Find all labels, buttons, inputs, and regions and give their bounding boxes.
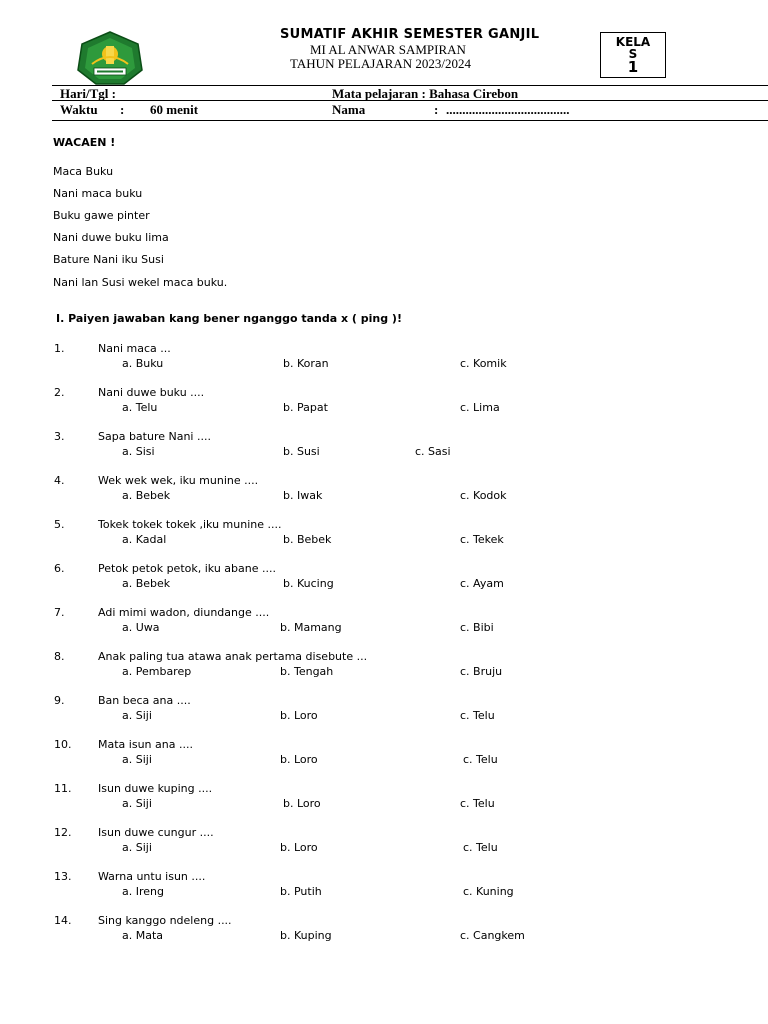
question-text: Mata isun ana .... bbox=[98, 738, 193, 751]
option-c[interactable]: c. Telu bbox=[463, 841, 498, 854]
option-a[interactable]: a. Siji bbox=[122, 709, 152, 722]
name-colon: : bbox=[434, 102, 439, 117]
option-a[interactable]: a. Bebek bbox=[122, 489, 171, 502]
option-b[interactable]: b. Tengah bbox=[280, 665, 334, 678]
question-number: 3. bbox=[54, 430, 65, 443]
option-c[interactable]: c. Telu bbox=[460, 709, 495, 722]
option-a[interactable]: a. Siji bbox=[122, 753, 152, 766]
question-number: 6. bbox=[54, 562, 65, 575]
school-logo bbox=[76, 30, 144, 86]
option-b[interactable]: b. Mamang bbox=[280, 621, 342, 634]
option-b[interactable]: b. Papat bbox=[283, 401, 328, 414]
option-c[interactable]: c. Bibi bbox=[460, 621, 494, 634]
question-text: Wek wek wek, iku munine .... bbox=[98, 474, 259, 487]
date-label: Hari/Tgl : bbox=[60, 86, 116, 101]
question-text: Isun duwe cungur .... bbox=[98, 826, 214, 839]
option-b[interactable]: b. Bebek bbox=[283, 533, 332, 546]
reading-line: Nani duwe buku lima bbox=[53, 231, 169, 244]
option-a[interactable]: a. Siji bbox=[122, 841, 152, 854]
class-box bbox=[600, 32, 666, 78]
option-a[interactable]: a. Buku bbox=[122, 357, 164, 370]
exam-title: SUMATIF AKHIR SEMESTER GANJIL bbox=[280, 27, 540, 42]
option-b[interactable]: b. Putih bbox=[280, 885, 322, 898]
class-label: KELA bbox=[615, 35, 651, 49]
question-number: 8. bbox=[54, 650, 65, 663]
question-number: 9. bbox=[54, 694, 65, 707]
reading-heading: WACAEN ! bbox=[53, 136, 116, 149]
option-a[interactable]: a. Uwa bbox=[122, 621, 160, 634]
option-a[interactable]: a. Kadal bbox=[122, 533, 167, 546]
option-c[interactable]: c. Telu bbox=[463, 753, 498, 766]
reading-line: Nani lan Susi wekel maca buku. bbox=[53, 276, 228, 289]
reading-line: Bature Nani iku Susi bbox=[53, 253, 164, 266]
option-b[interactable]: b. Koran bbox=[283, 357, 329, 370]
option-c[interactable]: c. Komik bbox=[460, 357, 507, 370]
question-text: Sing kanggo ndeleng .... bbox=[98, 914, 232, 927]
reading-line: Nani maca buku bbox=[53, 187, 143, 200]
option-c[interactable]: c. Tekek bbox=[460, 533, 504, 546]
option-a[interactable]: a. Ireng bbox=[122, 885, 164, 898]
question-number: 5. bbox=[54, 518, 65, 531]
name-field[interactable]: ...................................... bbox=[446, 102, 570, 117]
question-text: Nani maca ... bbox=[98, 342, 171, 355]
name-label: Nama bbox=[332, 102, 366, 117]
option-a[interactable]: a. Telu bbox=[122, 401, 158, 414]
question-text: Ban beca ana .... bbox=[98, 694, 191, 707]
question-text: Petok petok petok, iku abane .... bbox=[98, 562, 276, 575]
question-number: 14. bbox=[54, 914, 72, 927]
divider-mid bbox=[52, 100, 768, 101]
question-text: Tokek tokek tokek ,iku munine .... bbox=[98, 518, 282, 531]
time-label: Waktu bbox=[60, 102, 98, 117]
option-b[interactable]: b. Loro bbox=[280, 841, 318, 854]
question-number: 2. bbox=[54, 386, 65, 399]
option-c[interactable]: c. Telu bbox=[460, 797, 495, 810]
question-number: 13. bbox=[54, 870, 72, 883]
option-b[interactable]: b. Loro bbox=[280, 709, 318, 722]
question-number: 12. bbox=[54, 826, 72, 839]
question-text: Adi mimi wadon, diundange .... bbox=[98, 606, 270, 619]
question-number: 7. bbox=[54, 606, 65, 619]
section-title: I. Paiyen jawaban kang bener nganggo tanda x ( ping )! bbox=[56, 312, 402, 325]
option-c[interactable]: c. Kuning bbox=[463, 885, 514, 898]
time-value: 60 menit bbox=[150, 102, 199, 117]
question-text: Warna untu isun .... bbox=[98, 870, 206, 883]
question-number: 10. bbox=[54, 738, 72, 751]
option-b[interactable]: b. Susi bbox=[283, 445, 320, 458]
option-c[interactable]: c. Cangkem bbox=[460, 929, 525, 942]
question-text: Nani duwe buku .... bbox=[98, 386, 205, 399]
option-a[interactable]: a. Bebek bbox=[122, 577, 171, 590]
option-c[interactable]: c. Bruju bbox=[460, 665, 503, 678]
reading-line: Buku gawe pinter bbox=[53, 209, 150, 222]
option-b[interactable]: b. Kucing bbox=[283, 577, 334, 590]
school-name: MI AL ANWAR SAMPIRAN bbox=[310, 42, 466, 57]
question-number: 4. bbox=[54, 474, 65, 487]
class-number: 1 bbox=[627, 58, 639, 76]
option-b[interactable]: b. Iwak bbox=[283, 489, 323, 502]
divider-bottom bbox=[52, 120, 768, 121]
reading-line: Maca Buku bbox=[53, 165, 114, 178]
class-label-wrap: S bbox=[628, 47, 638, 61]
option-a[interactable]: a. Mata bbox=[122, 929, 164, 942]
subject-label: Mata pelajaran : Bahasa Cirebon bbox=[332, 86, 519, 101]
option-a[interactable]: a. Sisi bbox=[122, 445, 155, 458]
academic-year: TAHUN PELAJARAN 2023/2024 bbox=[290, 56, 471, 71]
option-c[interactable]: c. Lima bbox=[460, 401, 500, 414]
option-c[interactable]: c. Kodok bbox=[460, 489, 507, 502]
question-number: 11. bbox=[54, 782, 72, 795]
time-colon: : bbox=[120, 102, 125, 117]
option-a[interactable]: a. Pembarep bbox=[122, 665, 192, 678]
option-a[interactable]: a. Siji bbox=[122, 797, 152, 810]
question-text: Isun duwe kuping .... bbox=[98, 782, 213, 795]
question-text: Sapa bature Nani .... bbox=[98, 430, 211, 443]
option-b[interactable]: b. Kuping bbox=[280, 929, 332, 942]
option-b[interactable]: b. Loro bbox=[280, 753, 318, 766]
option-c[interactable]: c. Ayam bbox=[460, 577, 504, 590]
question-text: Anak paling tua atawa anak pertama disebute ... bbox=[98, 650, 368, 663]
option-b[interactable]: b. Loro bbox=[283, 797, 321, 810]
option-c[interactable]: c. Sasi bbox=[415, 445, 451, 458]
question-number: 1. bbox=[54, 342, 65, 355]
